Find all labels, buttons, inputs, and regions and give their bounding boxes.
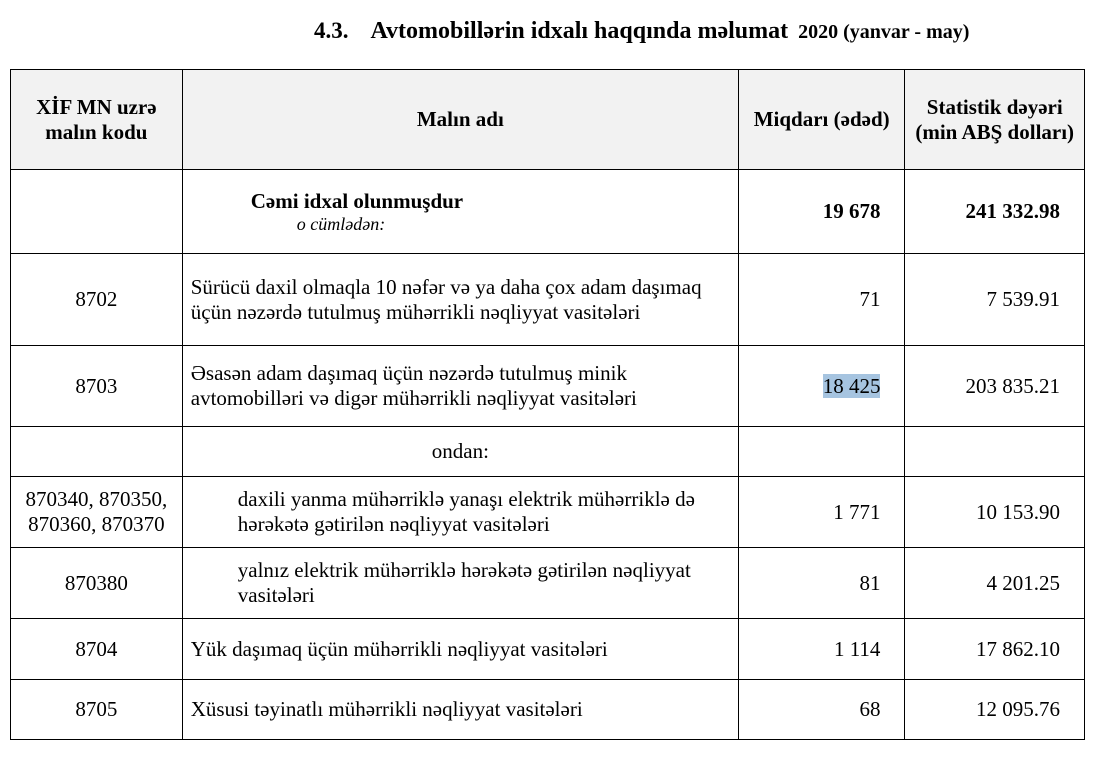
header-value: Statistik dəyəri (min ABŞ dolları) [905, 70, 1085, 170]
row-name: Sürücü daxil olmaqla 10 nəfər və ya daha çox adam daşımaq üçün nəzərdə tutulmuş mühərrikli nəqliyyat vasitələri [182, 254, 738, 346]
row-name: yalnız elektrik mühərriklə hərəkətə gətirilən nəqliyyat vasitələri [182, 548, 738, 619]
table-row [11, 477, 1085, 548]
row-name: Xüsusi təyinatlı mühərrikli nəqliyyat vasitələri [182, 680, 738, 740]
header-row [11, 70, 1085, 170]
row-value: 12 095.76 [905, 680, 1085, 740]
total-code [11, 170, 183, 254]
row-quantity-cell [738, 346, 905, 427]
row-quantity: 81 [738, 548, 905, 619]
row-name: Əsasən adam daşımaq üçün nəzərdə tutulmuş minik avtomobilləri və digər mühərrikli nəqliyyat vasitələri [182, 346, 738, 427]
row-code [11, 427, 183, 477]
total-value: 241 332.98 [905, 170, 1085, 254]
row-code: 870380 [11, 548, 183, 619]
total-label-cell [182, 170, 738, 254]
row-code: 8703 [11, 346, 183, 427]
row-quantity: 1 114 [738, 619, 905, 680]
row-code: 8702 [11, 254, 183, 346]
header-quantity: Miqdarı (ədəd) [738, 70, 905, 170]
table-row [11, 254, 1085, 346]
row-code: 8705 [11, 680, 183, 740]
ondan-row [11, 427, 1085, 477]
title-period: 2020 (yanvar - may) [798, 21, 970, 43]
table-row [11, 680, 1085, 740]
total-label: Cəmi idxal olunmuşdur [250, 189, 464, 213]
row-quantity: 71 [738, 254, 905, 346]
title-number: 4.3. [314, 18, 349, 43]
row-name: Yük daşımaq üçün mühərrikli nəqliyyat vasitələri [182, 619, 738, 680]
ondan-label: ondan: [182, 427, 738, 477]
table-title [314, 18, 969, 45]
table-row [11, 346, 1085, 427]
import-table [10, 69, 1085, 740]
row-value [905, 427, 1085, 477]
table-row [11, 548, 1085, 619]
header-name: Malın adı [182, 70, 738, 170]
row-quantity: 1 771 [738, 477, 905, 548]
row-quantity [738, 427, 905, 477]
row-code: 870340, 870350, 870360, 870370 [11, 477, 183, 548]
title-text: Avtomobillərin idxalı haqqında məlumat [370, 18, 789, 44]
row-quantity-selected[interactable]: 18 425 [822, 373, 881, 398]
row-quantity: 68 [738, 680, 905, 740]
row-value: 4 201.25 [905, 548, 1085, 619]
total-sublabel: o cümlədən: [296, 214, 386, 234]
row-name: daxili yanma mühərriklə yanaşı elektrik mühərriklə də hərəkətə gətirilən nəqliyyat vasitələri [182, 477, 738, 548]
row-value: 203 835.21 [905, 346, 1085, 427]
row-value: 7 539.91 [905, 254, 1085, 346]
total-row [11, 170, 1085, 254]
row-code: 8704 [11, 619, 183, 680]
table-row [11, 619, 1085, 680]
total-quantity: 19 678 [738, 170, 905, 254]
row-value: 17 862.10 [905, 619, 1085, 680]
header-code: XİF MN uzrə malın kodu [11, 70, 183, 170]
row-value: 10 153.90 [905, 477, 1085, 548]
